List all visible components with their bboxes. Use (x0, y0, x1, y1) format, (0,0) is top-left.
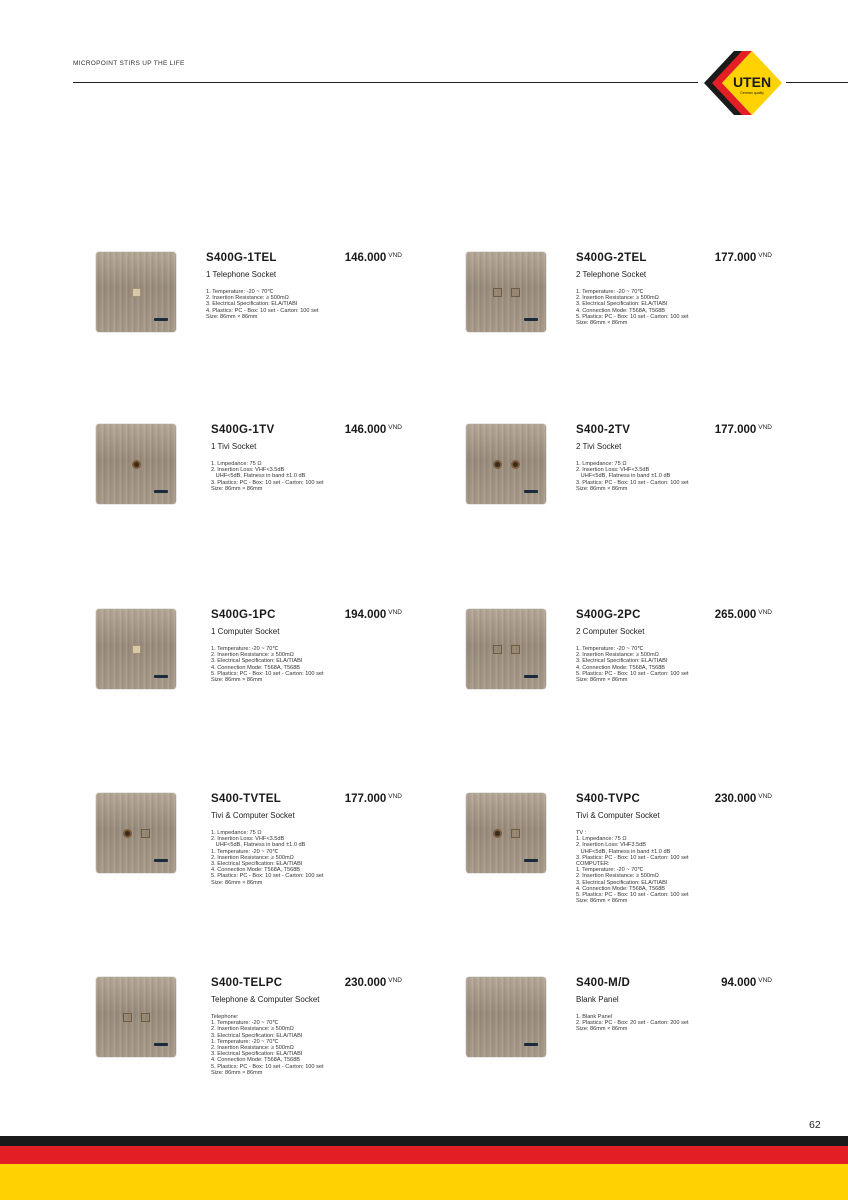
spec-line: 3. Electrical Specification: ELA/TIABI (211, 658, 303, 665)
spec-line: Size: 86mm × 86mm (211, 879, 263, 886)
panel-brand-badge (524, 675, 538, 678)
product-specs (576, 830, 689, 904)
product-panel-image (96, 793, 176, 873)
product-specs (576, 646, 689, 683)
product-model: S400G-1PC (211, 609, 276, 621)
tv-port-icon (132, 460, 141, 469)
price-currency: VND (758, 252, 772, 259)
product-description: 1 Tivi Socket (211, 442, 257, 451)
product-panel-image (466, 793, 546, 873)
product-price (345, 977, 402, 989)
spec-line: 2. Insertion Resistance: ≥ 500mΩ (576, 652, 659, 659)
product-description: Tivi & Computer Socket (211, 811, 295, 820)
header-tagline: MICROPOINT STIRS UP THE LIFE (73, 60, 185, 67)
spec-line: 2. Plastics: PC - Box: 20 set - Carton: 200 set (576, 1020, 689, 1027)
product-description: Tivi & Computer Socket (576, 811, 660, 820)
spec-line: 4. Connection Mode: T568A, T568B (211, 1057, 301, 1064)
product-price (345, 793, 402, 805)
product-price (715, 609, 772, 621)
product-panel-image (96, 609, 176, 689)
jack-port-icon (493, 645, 502, 654)
spec-line: 4. Connection Mode: T568A, T568B (211, 867, 301, 874)
product-price (721, 977, 772, 989)
spec-line: Size: 86mm × 86mm (211, 677, 263, 684)
price-value: 146.000 (344, 252, 387, 264)
product-4 (466, 424, 772, 564)
spec-line: 1. Temperature: -20 ~ 70℃ (576, 646, 644, 652)
product-panel-image (466, 424, 546, 504)
price-value: 265.000 (714, 609, 757, 621)
spec-line: Size: 86mm × 86mm (576, 677, 628, 684)
spec-line: 5. Plastics: PC - Box: 10 set - Carton: 100 set (576, 892, 689, 899)
spec-line: 1. Temperature: -20 ~ 70℃ (206, 289, 274, 295)
product-price (715, 793, 772, 805)
spec-line: 2. Insertion Loss: VHF3.5dB (576, 842, 646, 849)
product-7 (96, 793, 402, 933)
uten-logo (704, 49, 784, 117)
product-description: 2 Tivi Socket (576, 442, 622, 451)
price-currency: VND (388, 609, 402, 616)
spec-line: 1. Lmpedance: 75 Ω (211, 830, 262, 836)
spec-line: 1. Temperature: -20 ~ 70℃ (211, 848, 279, 855)
panel-brand-badge (524, 859, 538, 862)
header-rule-left (73, 82, 698, 83)
product-specs (576, 289, 689, 326)
spec-line: 1. Temperature: -20 ~ 70℃ (576, 289, 644, 295)
product-price (345, 252, 402, 264)
product-price (345, 424, 402, 436)
spec-line: 5. Plastics: PC - Box: 10 set - Carton: 100 set (211, 670, 324, 677)
jack-port-icon (141, 1013, 150, 1022)
panel-brand-badge (154, 490, 168, 493)
spec-line: 3. Plastics: PC - Box: 10 set - Carton: 100 set (211, 479, 324, 486)
tv-port-icon (123, 829, 132, 838)
product-specs (211, 646, 324, 683)
logo-text: UTEN (732, 74, 772, 90)
spec-line: 1. Temperature: -20 ~ 70℃ (211, 1020, 279, 1027)
product-panel-image (466, 977, 546, 1057)
spec-line: 5. Plastics: PC - Box: 10 set - Carton: 100 set (211, 873, 324, 880)
product-panel-image (96, 977, 176, 1057)
price-currency: VND (388, 977, 402, 984)
spec-line: 3. Electrical Specification: ELA/TIABI (576, 301, 668, 308)
header-rule-right (786, 82, 848, 83)
jack-port-icon (132, 288, 141, 297)
spec-line: 4. Connection Mode: T568A, T568B (576, 885, 666, 892)
spec-line: 4. Connection Mode: T568A, T568B (211, 664, 301, 671)
product-description: Telephone & Computer Socket (211, 995, 320, 1004)
spec-line: 2. Insertion Loss: VHF<3.5dB (211, 467, 285, 474)
spec-line: 2. Insertion Resistance: ≥ 500mΩ (576, 295, 659, 302)
panel-brand-badge (524, 1043, 538, 1046)
spec-line: 2. Insertion Resistance: ≥ 500mΩ (211, 652, 294, 659)
page-number: 62 (809, 1119, 821, 1131)
product-5 (96, 609, 402, 749)
spec-line: 3. Plastics: PC - Box: 10 set - Carton: 100 set (576, 479, 689, 486)
product-panel-image (466, 252, 546, 332)
product-specs (211, 1014, 324, 1076)
spec-line: 1. Temperature: -20 ~ 70℃ (576, 867, 644, 874)
spec-line: Size: 86mm × 86mm (576, 320, 628, 327)
spec-line: Size: 86mm × 86mm (576, 485, 628, 492)
panel-brand-badge (524, 318, 538, 321)
spec-line: COMPUTER: (576, 861, 610, 868)
spec-line: 3. Plastics: PC - Box: 10 set - Carton: 100 set (576, 854, 689, 861)
spec-line: 3. Electrical Specification: ELA/TIABI (211, 1051, 303, 1058)
product-price (715, 252, 772, 264)
price-value: 230.000 (344, 977, 387, 989)
product-8 (466, 793, 772, 933)
jack-port-icon (141, 829, 150, 838)
product-9 (96, 977, 402, 1117)
spec-line: Size: 86mm × 86mm (211, 1069, 263, 1076)
product-specs (576, 1014, 689, 1033)
product-model: S400-TVPC (576, 793, 641, 805)
spec-line: 2. Insertion Loss: VHF<3.5dB (576, 467, 650, 474)
panel-brand-badge (524, 490, 538, 493)
product-model: S400G-2PC (576, 609, 641, 621)
product-model: S400G-1TEL (206, 252, 277, 264)
price-value: 177.000 (714, 424, 757, 436)
product-description: 2 Computer Socket (576, 627, 645, 636)
spec-line: 1. Temperature: -20 ~ 70℃ (211, 1038, 279, 1045)
price-value: 94.000 (721, 977, 757, 989)
product-model: S400G-1TV (211, 424, 275, 436)
spec-line: 3. Electrical Specification: ELA/TIABI (206, 301, 298, 308)
spec-line: TV : (576, 830, 587, 836)
price-currency: VND (758, 424, 772, 431)
spec-line: UHF<5dB, Flatness in band ±1.0 dB (576, 848, 671, 855)
price-currency: VND (388, 793, 402, 800)
spec-line: UHF<5dB, Flatness in band ±1.0 dB (211, 473, 306, 480)
product-model: S400-TVTEL (211, 793, 282, 805)
jack-port-icon (511, 645, 520, 654)
product-description: 1 Telephone Socket (206, 270, 277, 279)
product-model: S400-2TV (576, 424, 631, 436)
jack-port-icon (493, 288, 502, 297)
footer-band-red (0, 1146, 848, 1164)
spec-line: UHF<5dB, Flatness in band ±1.0 dB (576, 473, 671, 480)
product-2 (466, 252, 772, 392)
price-value: 146.000 (344, 424, 387, 436)
spec-line: 1. Temperature: -20 ~ 70℃ (211, 646, 279, 652)
panel-brand-badge (154, 675, 168, 678)
product-model: S400G-2TEL (576, 252, 647, 264)
product-specs (211, 461, 324, 492)
spec-line: 2. Insertion Loss: VHF<3.5dB (211, 836, 285, 843)
panel-brand-badge (154, 318, 168, 321)
jack-port-icon (123, 1013, 132, 1022)
spec-line: Telephone: (211, 1014, 239, 1020)
spec-line: Size: 86mm × 86mm (576, 898, 628, 905)
spec-line: 2. Insertion Resistance: ≥ 500mΩ (206, 295, 289, 302)
spec-line: 3. Electrical Specification: ELA/TIABI (576, 658, 668, 665)
footer-band-black (0, 1136, 848, 1146)
spec-line: 2. Insertion Resistance: ≥ 500mΩ (211, 1045, 294, 1052)
product-model: S400-M/D (576, 977, 631, 989)
spec-line: 3. Electrical Specification: ELA/TIABI (211, 861, 303, 868)
product-3 (96, 424, 402, 564)
price-value: 194.000 (344, 609, 387, 621)
product-specs (576, 461, 689, 492)
spec-line: 4. Connection Mode: T568A, T568B (576, 307, 666, 314)
spec-line: 4. Connection Mode: T568A, T568B (576, 664, 666, 671)
spec-line: 3. Electrical Specification: ELA/TIABI (211, 1032, 303, 1039)
product-price (345, 609, 402, 621)
jack-port-icon (511, 288, 520, 297)
spec-line: 5. Plastics: PC - Box: 10 set - Carton: 100 set (576, 670, 689, 677)
product-panel-image (96, 424, 176, 504)
panel-brand-badge (154, 1043, 168, 1046)
price-currency: VND (758, 793, 772, 800)
product-1 (96, 252, 402, 392)
spec-line: Size: 86mm × 86mm (211, 485, 263, 492)
product-description: Blank Panel (576, 995, 619, 1004)
product-description: 2 Telephone Socket (576, 270, 647, 279)
price-value: 177.000 (714, 252, 757, 264)
spec-line: Size: 86mm × 86mm (576, 1026, 628, 1033)
panel-brand-badge (154, 859, 168, 862)
price-value: 230.000 (714, 793, 757, 805)
product-panel-image (96, 252, 176, 332)
spec-line: 1. Lmpedance: 75 Ω (211, 461, 262, 467)
product-model: S400-TELPC (211, 977, 283, 989)
tv-port-icon (511, 460, 520, 469)
spec-line: UHF<5dB, Flatness in band ±1.0 dB (211, 842, 306, 849)
spec-line: 5. Plastics: PC - Box: 10 set - Carton: 100 set (211, 1063, 324, 1070)
spec-line: 5. Plastics: PC - Box: 10 set - Carton: 100 set (576, 313, 689, 320)
price-currency: VND (758, 609, 772, 616)
tv-port-icon (493, 460, 502, 469)
logo-subtext: German quality (740, 91, 764, 95)
price-currency: VND (388, 252, 402, 259)
spec-line: 1. Lmpedance: 75 Ω (576, 461, 627, 467)
jack-port-icon (511, 829, 520, 838)
price-currency: VND (758, 977, 772, 984)
price-value: 177.000 (344, 793, 387, 805)
footer-band-yellow (0, 1164, 848, 1200)
product-specs (206, 289, 319, 320)
spec-line: 2. Insertion Resistance: ≥ 500mΩ (576, 873, 659, 880)
jack-port-icon (132, 645, 141, 654)
tv-port-icon (493, 829, 502, 838)
price-currency: VND (388, 424, 402, 431)
product-6 (466, 609, 772, 749)
product-10 (466, 977, 772, 1117)
spec-line: Size: 86mm × 86mm (206, 313, 258, 320)
spec-line: 1. Blank Panel (576, 1014, 613, 1020)
spec-line: 2. Insertion Resistance: ≥ 500mΩ (211, 1026, 294, 1033)
product-description: 1 Computer Socket (211, 627, 280, 636)
product-panel-image (466, 609, 546, 689)
spec-line: 4. Plastics: PC - Box: 10 set - Carton: 100 set (206, 307, 319, 314)
product-specs (211, 830, 324, 886)
spec-line: 1. Lmpedance: 75 Ω (576, 836, 627, 843)
spec-line: 3. Electrical Specification: ELA/TIABI (576, 879, 668, 886)
spec-line: 2. Insertion Resistance: ≥ 500mΩ (211, 854, 294, 861)
product-price (715, 424, 772, 436)
